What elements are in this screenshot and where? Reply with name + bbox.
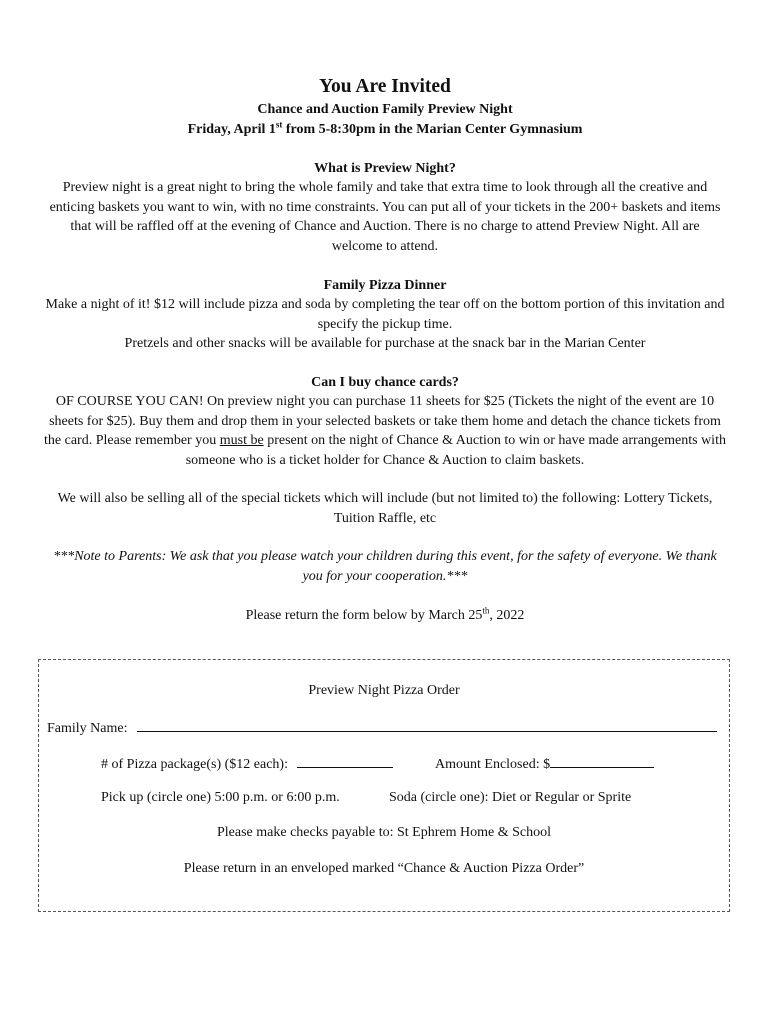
return-deadline — [0, 606, 770, 626]
checks-payable-line: Please make checks payable to: St Ephrem Home & School — [217, 825, 551, 840]
soda-choice[interactable]: Soda (circle one): Diet or Regular or Sprite — [389, 790, 632, 805]
family-name-row — [47, 717, 717, 738]
event-date — [0, 120, 770, 140]
return-deadline-prefix: Please return the form below by March 25 — [245, 608, 483, 623]
return-deadline-sup: th — [482, 605, 490, 616]
chance-heading: Can I buy chance cards? — [311, 375, 459, 390]
pizza-order-form — [38, 659, 730, 912]
event-subtitle: Chance and Auction Family Preview Night — [257, 102, 513, 117]
preview-heading: What is Preview Night? — [314, 161, 456, 176]
family-name-field[interactable] — [137, 717, 717, 732]
packages-row — [101, 753, 393, 774]
preview-body: Preview night is a great night to bring the whole family and take that extra time to look through all the creative and enticing baskets you want to win, with no time constraints. You can put all of your tickets in the 200+ baskets and items that will be raffled off at the evening of Chance and Auction. There is no charge to attend Preview Night. All are welcome to attend. — [49, 180, 721, 254]
return-deadline-suffix: , 2022 — [489, 608, 525, 623]
packages-label: # of Pizza package(s) ($12 each): — [101, 757, 288, 772]
chance-body-b: present on the night of Chance & Auction to win or have made arrangements with someone who is a ticket holder for Chance & Auction to claim baskets. — [185, 433, 726, 468]
amount-row — [435, 753, 654, 774]
event-date-sup: st — [275, 119, 283, 130]
amount-label: Amount Enclosed: $ — [435, 757, 551, 772]
pickup-choice[interactable]: Pick up (circle one) 5:00 p.m. or 6:00 p.m. — [101, 790, 340, 805]
parents-note: ***Note to Parents: We ask that you please watch your children during this event, for the safety of everyone. We thank you for your cooperation.*** — [53, 549, 717, 584]
event-date-prefix: Friday, April 1 — [187, 122, 276, 137]
pizza-snacks: Pretzels and other snacks will be available for purchase at the snack bar in the Marian Center — [124, 336, 646, 351]
chance-body — [44, 392, 726, 470]
pizza-heading: Family Pizza Dinner — [323, 278, 447, 293]
special-tickets-text: We will also be selling all of the special tickets which will include (but not limited to) the following: Lottery Tickets, Tuition Raffle, etc — [57, 491, 713, 526]
family-name-label: Family Name: — [47, 721, 128, 736]
packages-field[interactable] — [297, 753, 393, 768]
chance-body-a: OF COURSE YOU CAN! On preview night you can purchase 11 sheets for $25 (Tickets the night of the event are 10 sheets for $25). Buy them and drop them in your selected baskets or take them home and detach the chance tickets from the card. Please remember you — [44, 394, 721, 448]
amount-field[interactable] — [550, 753, 654, 768]
event-date-suffix: from 5-8:30pm in the Marian Center Gymnasium — [282, 122, 583, 137]
chance-body-emphasis: must be — [219, 433, 264, 448]
envelope-instructions: Please return in an enveloped marked “Chance & Auction Pizza Order” — [183, 861, 585, 876]
form-title: Preview Night Pizza Order — [308, 683, 460, 698]
page-title: You Are Invited — [319, 76, 451, 97]
pizza-body: Make a night of it! $12 will include pizza and soda by completing the tear off on the bottom portion of this invitation and specify the pickup time. — [45, 297, 725, 332]
